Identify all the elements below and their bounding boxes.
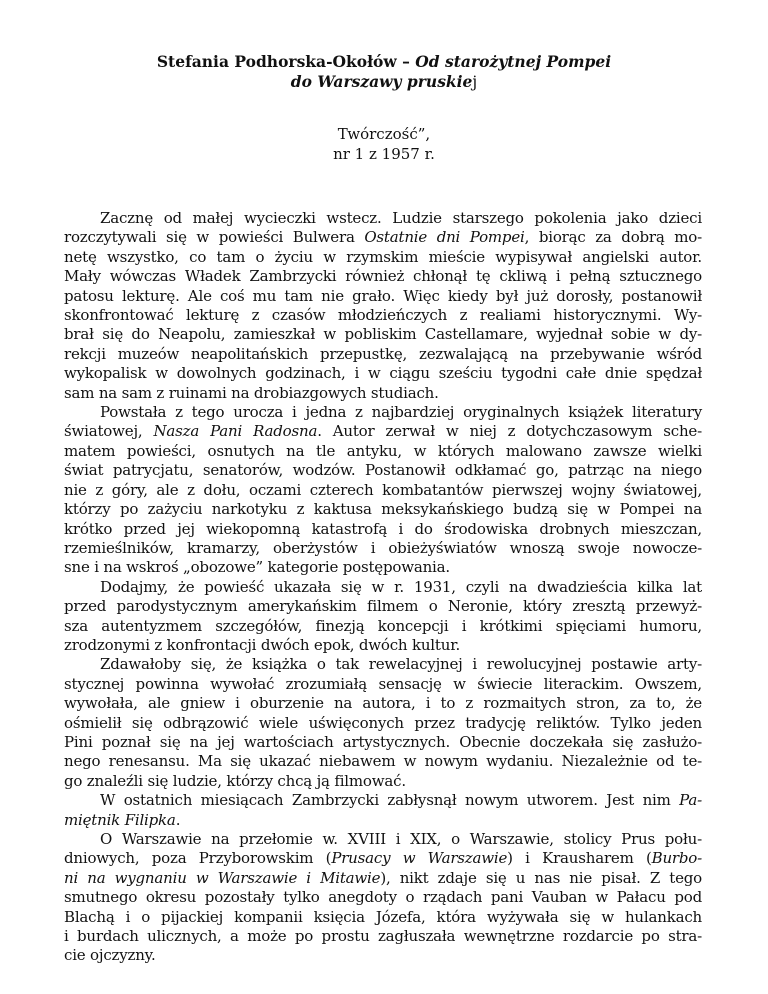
text-line: sza autentyzmem szczegółów, finezją koncepcji i krótkimi spięciami humoru,	[64, 616, 702, 635]
title-tail: j	[472, 73, 478, 91]
text-line: sne i na wskroś „obozowe” kategorie postępowania.	[64, 558, 450, 577]
text-line: go znaleźli się ludzie, którzy chcą ją filmować.	[64, 771, 406, 790]
text-line: cie ojczyzny.	[64, 946, 156, 965]
text-line: i burdach ulicznych, a może po prostu zagłuszała wewnętrzne rozdarcie po stra-	[64, 927, 702, 946]
text-line: świat patrycjatu, senatorów, wodzów. Postanowił odkłamać go, patrząc na niego	[64, 461, 702, 480]
text-line: O Warszawie na przełomie w. XVIII i XIX, o Warszawie, stolicy Prus połu-	[100, 830, 702, 848]
text-line: Blachą i o pijackiej kompanii księcia Józefa, która wyżywała się w hulankach	[64, 907, 702, 926]
text-line: światowej, Nasza Pani Radosna. Autor zerwał w niej z dotychczasowym sche-	[64, 422, 702, 441]
text-line: rekcji muzeów neapolitańskich przepustkę, zezwalającą na przebywanie wśród	[64, 344, 702, 363]
text-line: ni na wygnaniu w Warszawie i Mitawie), nikt zdaje się u nas nie pisał. Z tego	[64, 868, 702, 887]
text-line: zrodzonymi z konfrontacji dwóch epok, dwóch kultur.	[64, 635, 461, 654]
text-line: matem powieści, osnutych na tle antyku, w których malowano zawsze wielki	[64, 441, 702, 460]
text-line: Powstała z tego urocza i jedna z najbardziej oryginalnych książek literatury	[100, 403, 702, 422]
text-line: ośmielił się odbrązowić wiele uświęconych przez tradycję reliktów. Tylko jeden	[64, 713, 702, 732]
text-line: Dodajmy, że powieść ukazała się w r. 1931, czyli na dwadzieścia kilka lat	[100, 577, 702, 596]
source-citation	[0, 124, 768, 164]
text-line: Pini poznał się na jej wartościach artystycznych. Obecnie doczekała się zasłużo-	[64, 732, 702, 751]
text-line: dniowych, poza Przyborowskim (Prusacy w Warszawie) i Krausharem (Burbo-	[64, 849, 702, 868]
text-line: brał się do Neapolu, zamieszkał w pobliskim Castellamare, wyjednał sobie w dy-	[64, 325, 702, 344]
text-line: Mały wówczas Władek Zambrzycki również chłonął tę ckliwą i pełną sztucznego	[64, 267, 702, 286]
text-line: skonfrontować lekturę z czasów młodzieńczych z realiami historycznymi. Wy-	[64, 306, 702, 325]
author-name: Stefania Podhorska-Okołów –	[156, 52, 416, 71]
title-italic-2: do Warszawy pruskie	[290, 72, 473, 91]
text-line: nie z góry, ale z dołu, oczami czterech kombatantów pierwszej wojny światowej,	[64, 480, 702, 499]
text-line: Zacznę od małej wycieczki wstecz. Ludzie starszego pokolenia jako dzieci	[100, 209, 702, 227]
text-line: netę wszystko, co tam o życiu w rzymskim mieście wypisywał angielski autor.	[64, 247, 702, 266]
text-line: rozczytywali się w powieści Bulwera Ostatnie dni Pompei, biorąc za dobrą mo-	[64, 228, 703, 247]
text-line: wykopalisk w dowolnych godzinach, i w ciągu sześciu tygodni całe dnie spędzał	[64, 364, 702, 383]
text-line: patosu lekturę. Ale coś mu tam nie grało. Więc kiedy był już dorosły, postanowił	[64, 286, 702, 305]
text-line: Zdawałoby się, że książka o tak rewelacyjnej i rewolucyjnej postawie arty-	[100, 655, 702, 674]
text-line: sam na sam z ruinami na drobiazgowych studiach.	[64, 383, 439, 402]
document-title	[0, 52, 768, 92]
text-line: miętnik Filipka.	[64, 810, 181, 829]
text-line: nego renesansu. Ma się ukazać niebawem w nowym wydaniu. Niezależnie od te-	[64, 752, 702, 771]
text-line: stycznej powinna wywołać zrozumiałą sensację w świecie literackim. Owszem,	[64, 674, 702, 693]
text-line: wywołała, ale gniew i oburzenie na autora, i to z rozmaitych stron, za to, że	[64, 694, 702, 713]
article-body	[64, 209, 702, 966]
title-italic-1: Od starożytnej Pompei	[415, 52, 612, 71]
text-line: W ostatnich miesiącach Zambrzycki zabłysnął nowym utworem. Jest nim Pa-	[100, 791, 702, 810]
text-line: smutnego okresu pozostały tylko anegdoty o rządach pani Vauban w Pałacu pod	[64, 888, 702, 907]
text-line: rzemieślników, kramarzy, oberżystów i obieżyświatów wnoszą swoje nowocze-	[64, 538, 702, 557]
text-line: którzy po zażyciu narkotyku z kaktusa meksykańskiego budzą się w Pompei na	[64, 500, 702, 519]
text-line: przed parodystycznym amerykańskim filmem o Neronie, który zresztą przewyż-	[64, 597, 702, 616]
text-line: krótko przed jej wiekopomną katastrofą i do środowiska drobnych mieszczan,	[64, 519, 702, 538]
source-line-1: Twórczość”,	[337, 125, 431, 143]
source-line-2: nr 1 z 1957 r.	[333, 145, 435, 163]
